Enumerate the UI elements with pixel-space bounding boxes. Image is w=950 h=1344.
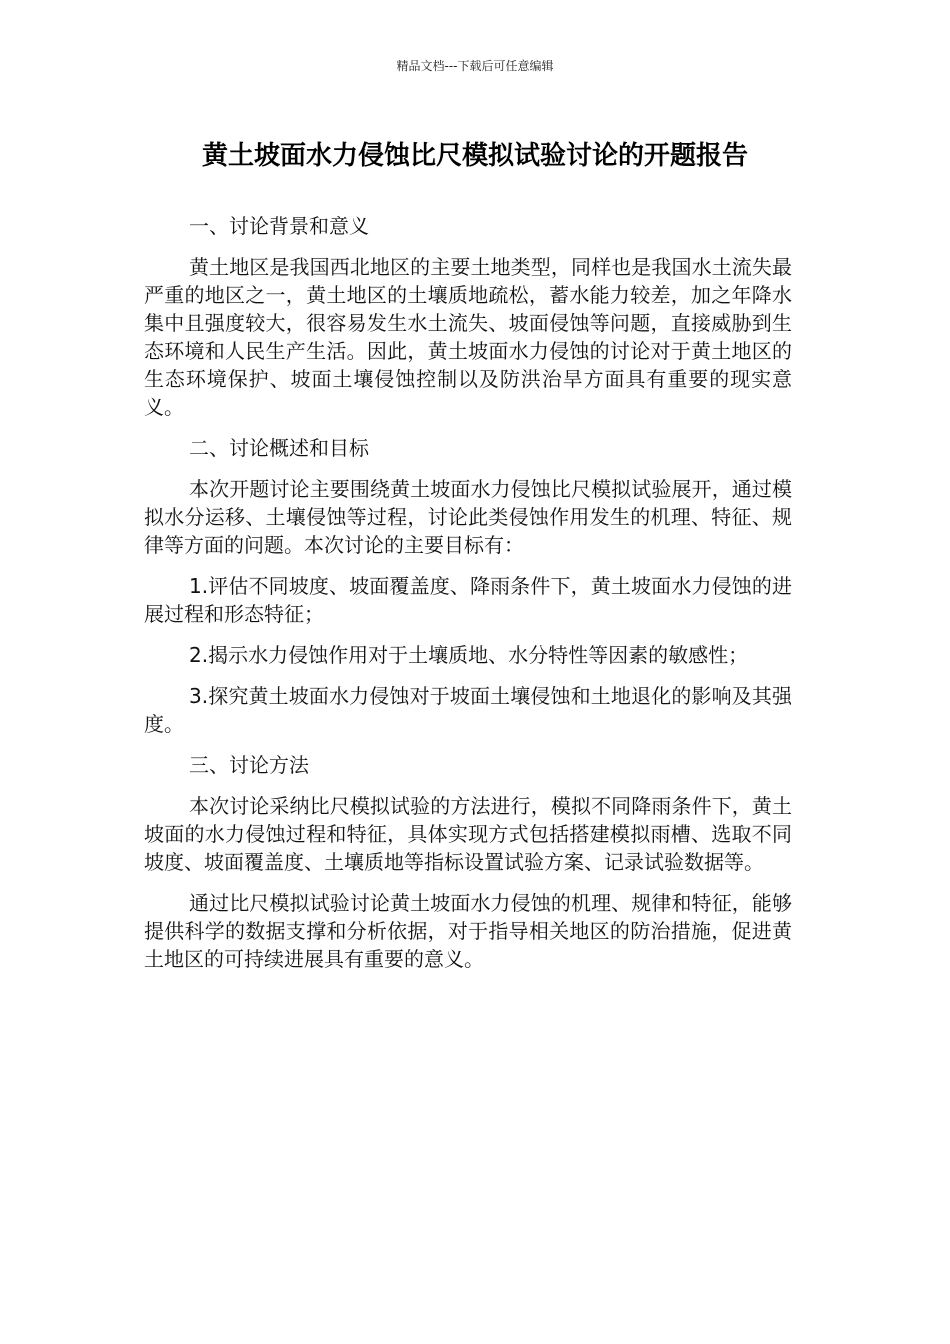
paragraph-method: 本次讨论采纳比尺模拟试验的方法进行，模拟不同降雨条件下，黄土坡面的水力侵蚀过程和特征，具体实现方式包括搭建模拟雨槽、选取不同坡度、坡面覆盖度、土壤质地等指标设置试验方案、记录试验数据等。 — [144, 794, 792, 874]
document-body — [144, 212, 792, 986]
objective-item-2: 2.揭示水力侵蚀作用对于土壤质地、水分特性等因素的敏感性； — [189, 643, 749, 667]
paragraph-overview: 本次开题讨论主要围绕黄土坡面水力侵蚀比尺模拟试验展开，通过模拟水分运移、土壤侵蚀等过程，讨论此类侵蚀作用发生的机理、特征、规律等方面的问题。本次讨论的主要目标有： — [144, 477, 792, 557]
objective-item-1: 1.评估不同坡度、坡面覆盖度、降雨条件下，黄土坡面水力侵蚀的进展过程和形态特征； — [144, 574, 792, 626]
paragraph-background: 黄土地区是我国西北地区的主要土地类型，同样也是我国水土流失最严重的地区之一，黄土地区的土壤质地疏松，蓄水能力较差，加之年降水集中且强度较大，很容易发生水土流失、坡面侵蚀等问题，直接威胁到生态环境和人民生产生活。因此，黄土坡面水力侵蚀的讨论对于黄土地区的生态环境保护、坡面土壤侵蚀控制以及防洪治旱方面具有重要的现实意义。 — [144, 255, 792, 419]
section-heading-method: 三、讨论方法 — [189, 753, 309, 777]
paragraph-conclusion: 通过比尺模拟试验讨论黄土坡面水力侵蚀的机理、规律和特征，能够提供科学的数据支撑和分析依据，对于指导相关地区的防治措施，促进黄土地区的可持续进展具有重要的意义。 — [144, 891, 792, 971]
document-title: 黄土坡面水力侵蚀比尺模拟试验讨论的开题报告 — [201, 141, 748, 171]
header-note: 精品文档---下载后可任意编辑 — [396, 59, 554, 73]
section-heading-overview: 二、讨论概述和目标 — [189, 436, 369, 460]
section-heading-background: 一、讨论背景和意义 — [189, 214, 369, 238]
objective-item-3: 3.探究黄土坡面水力侵蚀对于坡面土壤侵蚀和土地退化的影响及其强度。 — [144, 684, 792, 736]
